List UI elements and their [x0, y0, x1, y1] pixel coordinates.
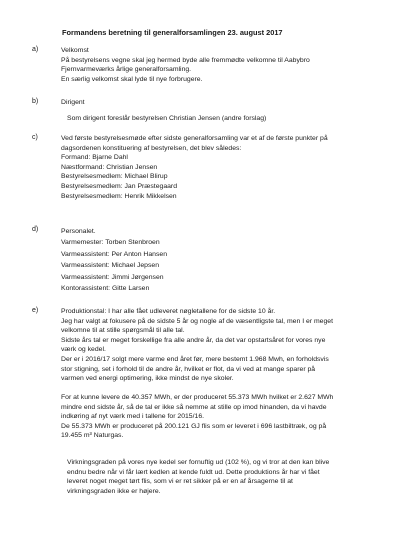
text-line: velkomne til at stille spørgsmål til alle tal. — [61, 327, 185, 335]
text-line: Sidste års tal er meget forskellige fra alle andre år, da det var opstartsåret for vores nye — [61, 336, 326, 344]
text-line: For at kunne levere de 40.357 MWh, er der produceret 55.373 MWh hvilket er 2.627 MWh — [61, 394, 334, 401]
staff-member: Kontorassistent: Gitte Larsen — [61, 285, 150, 293]
text-line: mindre end sidste år, så de tal er ikke så nemme at stille op imod hinanden, da vi havde — [61, 403, 327, 411]
section-body — [61, 46, 381, 84]
staff-member: Varmeassistent: Per Anton Hansen — [61, 250, 168, 258]
section-heading: Velkomst — [61, 47, 89, 54]
text-line: Som dirigent foreslår bestyrelsen Christian Jensen (andre forslag) — [67, 114, 267, 122]
staff-member: Varmeassistent: Jimmi Jørgensen — [61, 273, 164, 281]
section-letter: b) — [32, 98, 39, 105]
text-line: De 55.373 MWh er produceret på 200.121 GJ flis som er leveret i 696 lastbiltræk, og på — [61, 422, 327, 430]
text-line: værk og kedel. — [61, 346, 106, 354]
section-body — [61, 98, 381, 123]
section-letter: d) — [32, 226, 39, 233]
text-line: dagsordenen konstituering af bestyrelsen, det blev således: — [61, 144, 242, 152]
text-line: Virkningsgraden på vores nye kedel ser fornuftig ud (102 %), og vi tror at den kan blive — [67, 459, 330, 466]
text-line: virkningsgraden ikke er højere. — [67, 487, 161, 495]
section-letter: a) — [32, 46, 39, 53]
section-body — [61, 226, 381, 294]
text-line: 19.455 m³ Naturgas. — [61, 432, 124, 440]
staff-member: Varmemester: Torben Stenbroen — [61, 239, 160, 247]
document-title: Formandens beretning til generalforsamlingen 23. august 2017 — [62, 28, 283, 37]
section-body — [61, 393, 381, 441]
text-line: varmen ved energi optimering, ikke mindst de nye skoler. — [61, 375, 234, 383]
text-line: En særlig velkomst skal lyde til nye forbrugere. — [61, 75, 203, 83]
text-line: Fjernvarmeværks årlige generalforsamling. — [61, 66, 192, 74]
text-line: Jeg har valgt at fokusere på de sidste 5 år og nogle af de væsentligste tal, men I er meget — [61, 317, 334, 325]
board-member: Bestyrelsesmedlem: Michael Blirup — [61, 173, 168, 181]
text-line: Produktionstal: I har alle fået udleveret nøgletallene for de sidste 10 år. — [61, 308, 276, 315]
text-line: På bestyrelsens vegne skal jeg hermed byde alle fremmødte velkomne til Aabybro — [61, 56, 310, 64]
section-letter: c) — [32, 134, 38, 141]
board-member: Næstformand: Christian Jensen — [61, 163, 158, 171]
text-line: Ved første bestyrelsesmøde efter sidste generalforsamling var et af de første punkter på — [61, 135, 328, 142]
section-body — [61, 458, 381, 496]
board-member: Bestyrelsesmedlem: Jan Præstegaard — [61, 182, 178, 190]
section-body — [61, 307, 381, 384]
text-line: endnu bedre når vi får lært kedlen at kende fuldt ud. Dette produktions år har vi fået — [67, 468, 320, 476]
text-line: indkøring af nyt værk med i tallene for 2015/16. — [61, 413, 205, 421]
staff-member: Varmeassistent: Michael Jepsen — [61, 262, 160, 270]
text-line: leveret noget meget tørt flis, som vi er ret sikker på er en af årsagerne til at — [67, 478, 293, 486]
section-heading: Dirigent — [61, 99, 85, 106]
text-line: stor stigning, set i forhold til de andre år, hvilket er flot, da vi ved at mange sparer på — [61, 365, 316, 373]
text-line: Der er i 2016/17 solgt mere varme end året før, mere bestemt 1.968 Mwh, en forholdsvis — [61, 355, 329, 363]
section-heading: Personalet. — [61, 228, 96, 235]
board-member: Bestyrelsesmedlem: Henrik Mikkelsen — [61, 192, 177, 200]
section-letter: e) — [32, 307, 39, 314]
section-body — [61, 134, 381, 201]
board-member: Formand: Bjarne Dahl — [61, 154, 128, 162]
